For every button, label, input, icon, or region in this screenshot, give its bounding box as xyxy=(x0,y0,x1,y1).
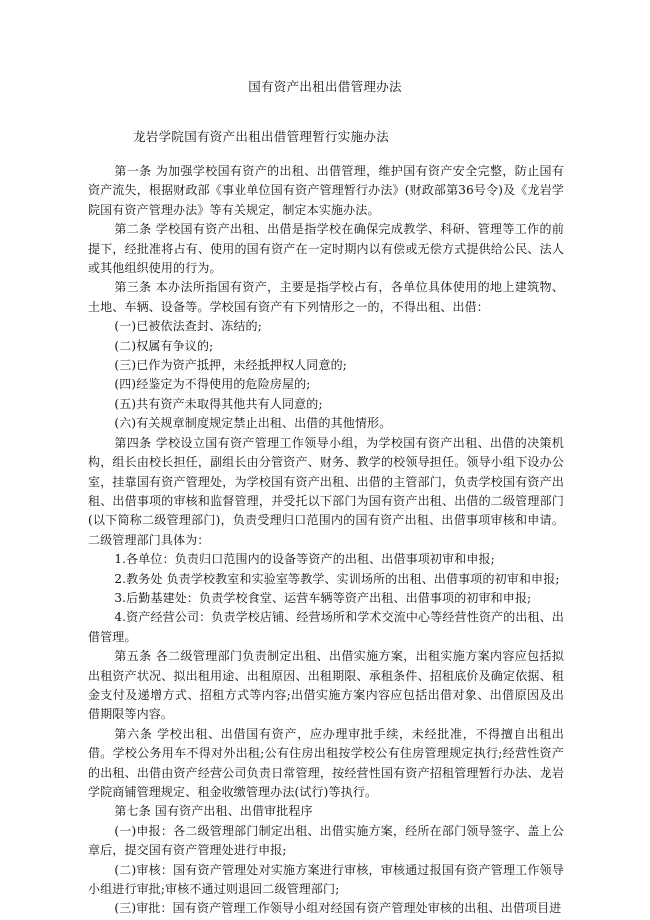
list-item: (一)已被依法查封、冻结的; xyxy=(114,319,262,334)
list-item: 3.后勤基建处：负责学校食堂、运营车辆等资产出租、出借事项的初审和申报; xyxy=(114,590,532,605)
list-item: (二)审核：国有资产管理处对实施方案进行审核，审核通过报国有资产管理工作领导小组进行审批;审核不通过则退回二级管理部门; xyxy=(88,862,564,897)
article-1: 第一条 为加强学校国有资产的出租、出借管理，维护国有资产安全完整，防止国有资产流失，根据财政部《事业单位国有资产管理暂行办法》(财政部第36号令)及《龙岩学院国有资产管理办法》等有关规定，制定本实施办法。 xyxy=(88,164,564,217)
article-5: 第五条 各二级管理部门负责制定出租、出借实施方案，出租实施方案内容应包括拟出租资产状况、拟出租用途、出租原因、出租期限、承租条件、招租底价及确定依据、租金支付及递增方式、招租方式等内容;出借实施方案内容应包括出借对象、出借原因及出借期限等内容。 xyxy=(88,649,564,722)
list-item: (一)申报：各二级管理部门制定出租、出借实施方案，经所在部门领导签字、盖上公章后，提交国有资产管理处进行申报; xyxy=(88,823,564,858)
list-item: (二)权属有争议的; xyxy=(114,338,214,353)
list-item: (四)经鉴定为不得使用的危险房屋的; xyxy=(114,377,311,392)
list-item: (三)已作为资产抵押，未经抵押权人同意的; xyxy=(114,358,347,373)
article-6: 第六条 学校出租、出借国有资产，应办理审批手续，未经批准，不得擅自出租出借。学校公务用车不得对外出租;公有住房出租按学校公有住房管理规定执行;经营性资产的出租、出借由资产经营公司负责日常管理，按经营性国有资产招租管理暂行办法、龙岩学院商铺管理规定、租金收缴管理办法(试行)等执行。 xyxy=(88,726,564,799)
list-item: (五)共有资产未取得其他共有人同意的; xyxy=(114,396,323,411)
list-item: (三)审批：国有资产管理工作领导小组对经国有资产管理处审核的出租、出借项目进 xyxy=(114,901,562,916)
list-item: (六)有关规章制度规定禁止出租、出借的其他情形。 xyxy=(114,416,392,431)
document-body xyxy=(88,162,564,919)
article-4: 第四条 学校设立国有资产管理工作领导小组，为学校国有资产出租、出借的决策机构，组长由校长担任，副组长由分管资产、财务、教学的校领导担任。领导小组下设办公室，挂靠国有资产管理处，为学校国有资产出租、出借的主管部门，负责学校国有资产出租、出借事项的审核和监督管理，并受托以下部门为国有资产出租、出借的二级管理部门(以下简称二级管理部门)，负责受理归口范围内的国有资产出租、出借事项审核和申请。二级管理部门具体为： xyxy=(88,435,564,547)
document-title: 国有资产出租出借管理办法 xyxy=(248,79,402,94)
list-item: 1.各单位：负责归口范围内的设备等资产的出租、出借事项初审和申报; xyxy=(114,552,495,567)
list-item: 2.教务处 负责学校教室和实验室等教学、实训场所的出租、出借事项的初审和申报; xyxy=(114,571,560,586)
list-item: 4.资产经营公司：负责学校店铺、经营场所和学术交流中心等经营性资产的出租、出借管理。 xyxy=(88,610,564,644)
document-subtitle: 龙岩学院国有资产出租出借管理暂行实施办法 xyxy=(133,129,390,144)
article-3: 第三条 本办法所指国有资产，主要是指学校占有，各单位具体使用的地上建筑物、土地、车辆、设备等。学校国有资产有下列情形之一的，不得出租、出借： xyxy=(88,280,564,314)
article-2: 第二条 学校国有资产出租、出借是指学校在确保完成教学、科研、管理等工作的前提下，经批准将占有、使用的国有资产在一定时期内以有偿或无偿方式提供给公民、法人或其他组织使用的行为。 xyxy=(88,222,564,276)
article-7: 第七条 国有资产出租、出借审批程序 xyxy=(114,804,313,819)
